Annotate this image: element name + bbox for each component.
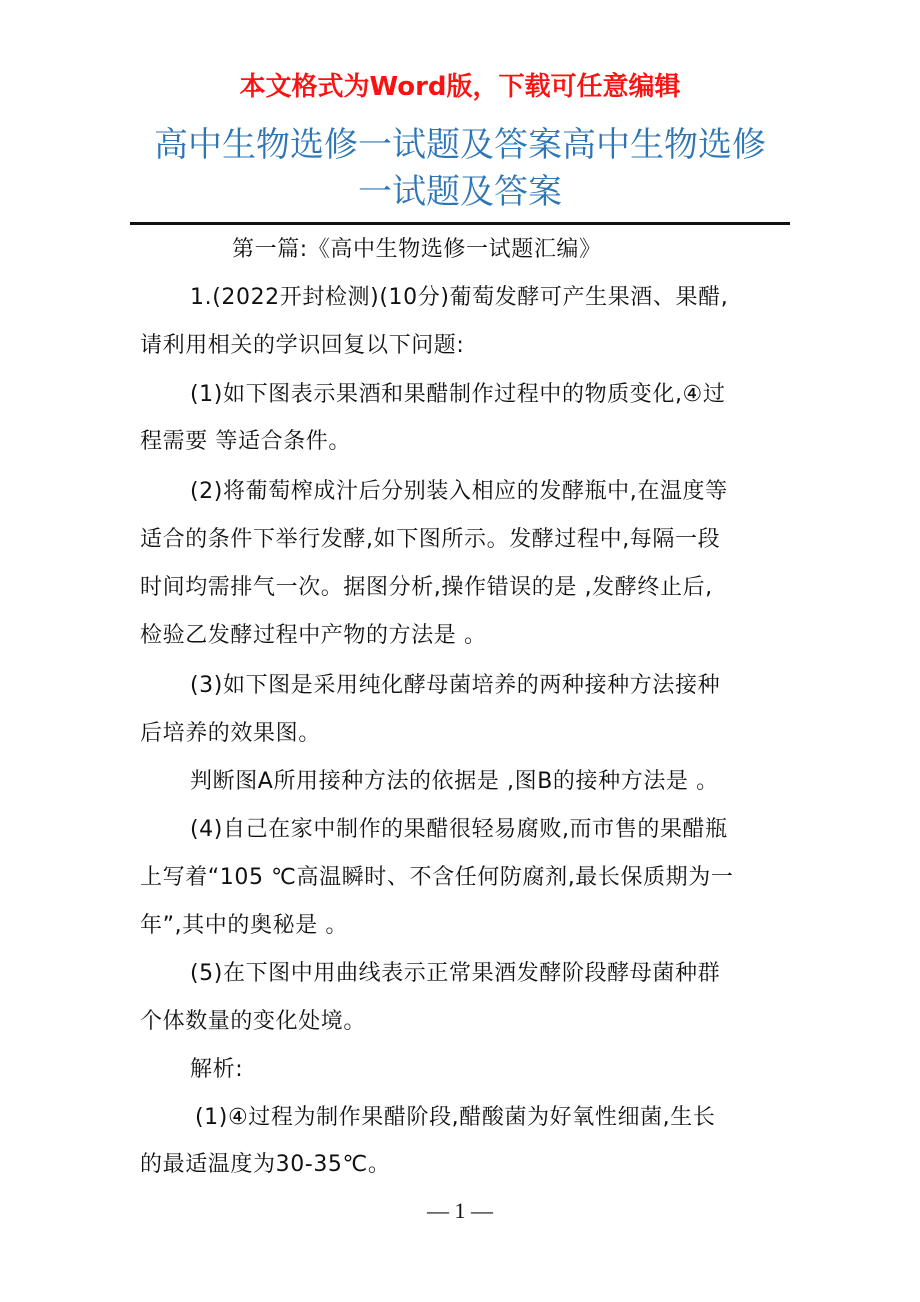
section-heading: 第一篇:《高中生物选修一试题汇编》 xyxy=(232,237,602,262)
word-format-banner: 本文格式为Word版，下载可任意编辑 xyxy=(239,72,681,102)
body-line: (1)如下图表示果酒和果醋制作过程中的物质变化,④过 xyxy=(190,382,726,407)
document-title-line-1: 高中生物选修一试题及答案高中生物选修 xyxy=(154,125,766,165)
body-line: 解析: xyxy=(190,1057,244,1082)
body-line: (3)如下图是采用纯化酵母菌培养的两种接种方法接种 xyxy=(190,673,721,698)
body-line: 程需要 等适合条件。 xyxy=(140,429,351,454)
body-line: (4)自己在家中制作的果醋很轻易腐败,而市售的果醋瓶 xyxy=(190,817,728,842)
body-line: 时间均需排气一次。据图分析,操作错误的是 ,发酵终止后, xyxy=(140,575,713,600)
body-line: 1.(2022开封检测)(10分)葡萄发酵可产生果酒、果醋, xyxy=(190,285,729,310)
page-number: — 1 — xyxy=(427,1198,493,1223)
body-line: 请利用相关的学识回复以下问题: xyxy=(140,333,465,358)
body-line: (2)将葡萄榨成汁后分别装入相应的发酵瓶中,在温度等 xyxy=(190,479,728,504)
body-line: 判断图A所用接种方法的依据是 ,图B的接种方法是 。 xyxy=(190,769,719,794)
body-line: 的最适温度为30-35℃。 xyxy=(140,1152,391,1177)
body-line: 后培养的效果图。 xyxy=(140,721,321,746)
body-line: 检验乙发酵过程中产物的方法是 。 xyxy=(140,623,487,648)
body-line: 个体数量的变化处境。 xyxy=(140,1009,367,1034)
body-line: (1)④过程为制作果醋阶段,醋酸菌为好氧性细菌,生长 xyxy=(195,1105,716,1130)
document-title-line-2: 一试题及答案 xyxy=(358,172,562,212)
body-line: (5)在下图中用曲线表示正常果酒发酵阶段酵母菌种群 xyxy=(190,961,721,986)
body-line: 上写着“105 ℃高温瞬时、不含任何防腐剂,最长保质期为一 xyxy=(140,865,734,890)
body-line: 年”,其中的奥秘是 。 xyxy=(140,913,348,938)
body-line: 适合的条件下举行发酵,如下图所示。发酵过程中,每隔一段 xyxy=(140,527,721,552)
title-divider xyxy=(130,222,790,225)
